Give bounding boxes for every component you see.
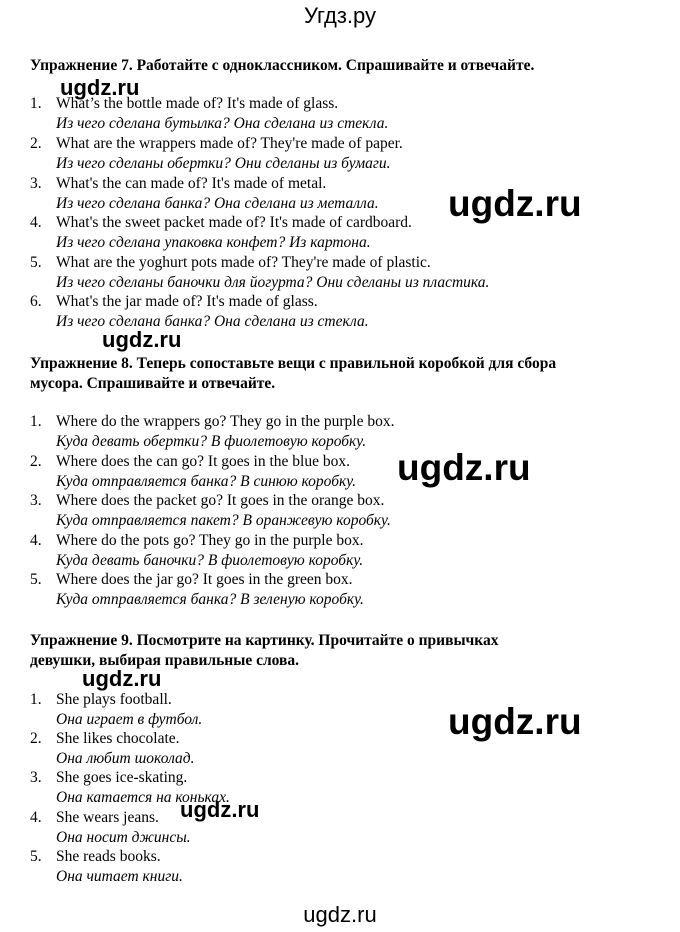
item-number: 5.	[30, 571, 42, 588]
english-text: She plays football.	[56, 691, 172, 708]
item-number: 2.	[30, 730, 42, 747]
item-number: 1.	[30, 95, 42, 112]
english-text: She wears jeans.	[56, 809, 159, 826]
english-text: What's the jar made of? It's made of glass.	[56, 293, 318, 310]
english-text: Where does the can go? It goes in the blue box.	[56, 453, 350, 470]
item-number: 5.	[30, 254, 42, 271]
english-text: What are the wrappers made of? They're made of paper.	[56, 135, 403, 152]
item-number: 6.	[30, 293, 42, 310]
russian-translation: Она любит шоколад.	[56, 750, 195, 767]
site-title: Угдз.ру	[303, 3, 377, 28]
russian-translation: Из чего сделаны обертки? Они сделаны из бумаги.	[56, 155, 391, 172]
russian-translation: Куда отправляется пакет? В оранжевую коробку.	[56, 512, 391, 529]
item-number: 3.	[30, 769, 42, 786]
footer-watermark: ugdz.ru	[303, 902, 377, 927]
item-number: 3.	[30, 492, 42, 509]
english-text: Where do the wrappers go? They go in the purple box.	[56, 413, 395, 430]
english-text: She goes ice-skating.	[56, 769, 188, 786]
russian-translation: Из чего сделана банка? Она сделана из стекла.	[56, 313, 369, 330]
english-text: What's the can made of? It's made of metal.	[56, 175, 327, 192]
russian-translation: Она катается на коньках.	[56, 789, 230, 806]
item-number: 4.	[30, 214, 42, 231]
watermark: ugdz.ru	[448, 701, 582, 742]
russian-translation: Она играет в футбол.	[56, 711, 203, 728]
item-number: 4.	[30, 809, 42, 826]
exercise-9-heading-line-1: Упражнение 9. Посмотрите на картинку. Прочитайте о привычках	[30, 632, 499, 649]
english-text: She reads books.	[56, 848, 161, 865]
exercise-8-heading-line-1: Упражнение 8. Теперь сопоставьте вещи с правильной коробкой для сбора	[30, 355, 557, 372]
russian-translation: Куда девать обертки? В фиолетовую коробку.	[56, 433, 367, 450]
exercise-7-heading: Упражнение 7. Работайте с одноклассником. Спрашивайте и отвечайте.	[30, 57, 535, 74]
watermark: ugdz.ru	[397, 447, 531, 488]
russian-translation: Куда отправляется банка? В синюю коробку.	[56, 473, 357, 490]
russian-translation: Из чего сделана бутылка? Она сделана из стекла.	[56, 115, 389, 132]
watermark: ugdz.ru	[102, 327, 182, 352]
english-text: Where do the pots go? They go in the purple box.	[56, 532, 364, 549]
watermark: ugdz.ru	[448, 183, 582, 224]
english-text: What’s the bottle made of? It's made of glass.	[56, 95, 339, 112]
russian-translation: Из чего сделана банка? Она сделана из металла.	[56, 195, 379, 212]
russian-translation: Куда девать баночки? В фиолетовую коробку.	[56, 552, 364, 569]
item-number: 4.	[30, 532, 42, 549]
english-text: What's the sweet packet made of? It's made of cardboard.	[56, 214, 412, 231]
exercise-9-heading-line-2: девушки, выбирая правильные слова.	[30, 652, 300, 669]
russian-translation: Она носит джинсы.	[56, 829, 191, 846]
item-number: 1.	[30, 413, 42, 430]
russian-translation: Она читает книги.	[56, 868, 183, 885]
item-number: 2.	[30, 453, 42, 470]
english-text: Where does the jar go? It goes in the green box.	[56, 571, 353, 588]
exercise-9-heading	[30, 631, 630, 671]
watermark: ugdz.ru	[60, 75, 140, 100]
exercise-8-heading	[30, 354, 630, 394]
watermark: ugdz.ru	[180, 797, 260, 822]
english-text: What are the yoghurt pots made of? They're made of plastic.	[56, 254, 431, 271]
english-text: Where does the packet go? It goes in the orange box.	[56, 492, 385, 509]
english-text: She likes chocolate.	[56, 730, 180, 747]
russian-translation: Из чего сделаны баночки для йогурта? Они сделаны из пластика.	[56, 274, 490, 291]
exercise-8-heading-line-2: мусора. Спрашивайте и отвечайте.	[30, 375, 276, 392]
item-number: 1.	[30, 691, 42, 708]
russian-translation: Куда отправляется банка? В зеленую коробку.	[56, 591, 364, 608]
russian-translation: Из чего сделана упаковка конфет? Из картона.	[56, 234, 371, 251]
watermark: ugdz.ru	[82, 666, 162, 691]
item-number: 3.	[30, 175, 42, 192]
item-number: 5.	[30, 848, 42, 865]
item-number: 2.	[30, 135, 42, 152]
